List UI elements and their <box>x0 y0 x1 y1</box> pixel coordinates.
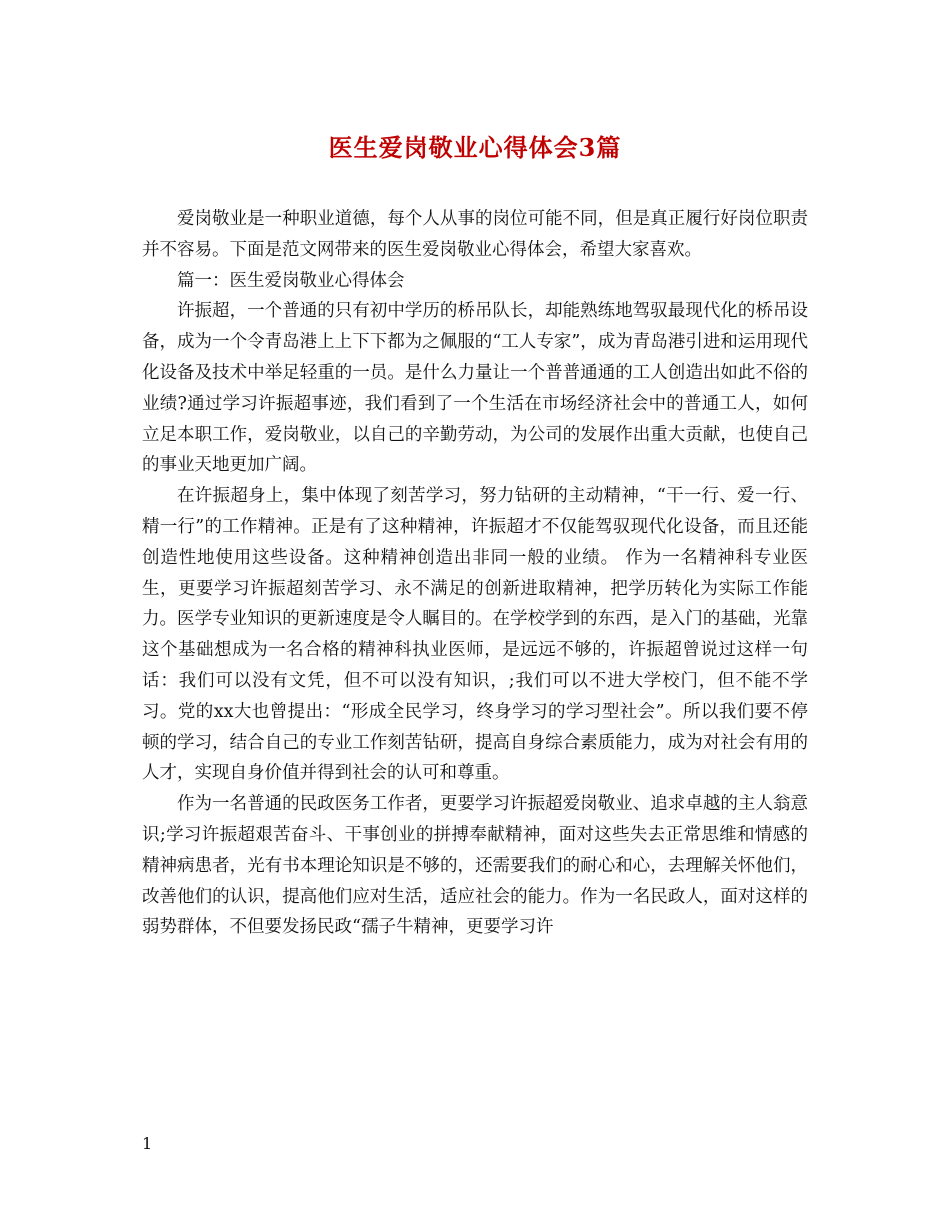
document-title: 医生爱岗敬业心得体会3篇 <box>328 133 622 162</box>
intro-paragraph: 爱岗敬业是一种职业道德，每个人从事的岗位可能不同，但是真正履行好岗位职责并不容易。下面是范文网带来的医生爱岗敬业心得体会，希望大家喜欢。 <box>142 209 808 260</box>
body-paragraph-3: 作为一名普通的民政医务工作者，更要学习许振超爱岗敬业、追求卓越的主人翁意识;学习许振超艰苦奋斗、干事创业的拼搏奉献精神，面对这些失去正常思维和情感的精神病患者，光有书本理论知识是不够的，还需要我们的耐心和心，去理解关怀他们，改善他们的认识，提高他们应对生活，适应社会的能力。作为一名民政人，面对这样的弱势群体，不但要发扬民政“孺子牛精神，更要学习许 <box>142 794 808 938</box>
body-paragraph-2: 在许振超身上，集中体现了刻苦学习，努力钻研的主动精神，“干一行、爱一行、精一行”的工作精神。正是有了这种精神，许振超才不仅能驾驭现代化设备，而且还能创造性地使用这些设备。这种精神创造出非同一般的业绩。 作为一名精神科专业医生，更要学习许振超刻苦学习、永不满足的创新进取精神，把学历转化为实际工作能力。医学专业知识的更新速度是令人瞩目的。在学校学到的东西，是入门的基础，光靠这个基础想成为一名合格的精神科执业医师，是远远不够的，许振超曾说过这样一句话：我们可以没有文凭，但不可以没有知识，;我们可以不进大学校门，但不能不学习。党的xx大也曾提出：“形成全民学习，终身学习的学习型社会”。所以我们要不停顿的学习，结合自己的专业工作刻苦钻研，提高自身综合素质能力，成为对社会有用的人才，实现自身价值并得到社会的认可和尊重。 <box>142 486 808 784</box>
section-heading: 篇一：医生爱岗敬业心得体会 <box>177 270 405 291</box>
body-paragraph-1: 许振超，一个普通的只有初中学历的桥吊队长，却能熟练地驾驭最现代化的桥吊设备，成为一个令青岛港上上下下都为之佩服的“工人专家”，成为青岛港引进和运用现代化设备及技术中举足轻重的一员。是什么力量让一个普普通通的工人创造出如此不俗的业绩?通过学习许振超事迹，我们看到了一个生活在市场经济社会中的普通工人，如何立足本职工作，爱岗敬业，以自己的辛勤劳动，为公司的发展作出重大贡献，也使自己的事业天地更加广阔。 <box>142 301 808 476</box>
page-number: 1 <box>142 1134 153 1153</box>
document-body <box>142 204 808 943</box>
